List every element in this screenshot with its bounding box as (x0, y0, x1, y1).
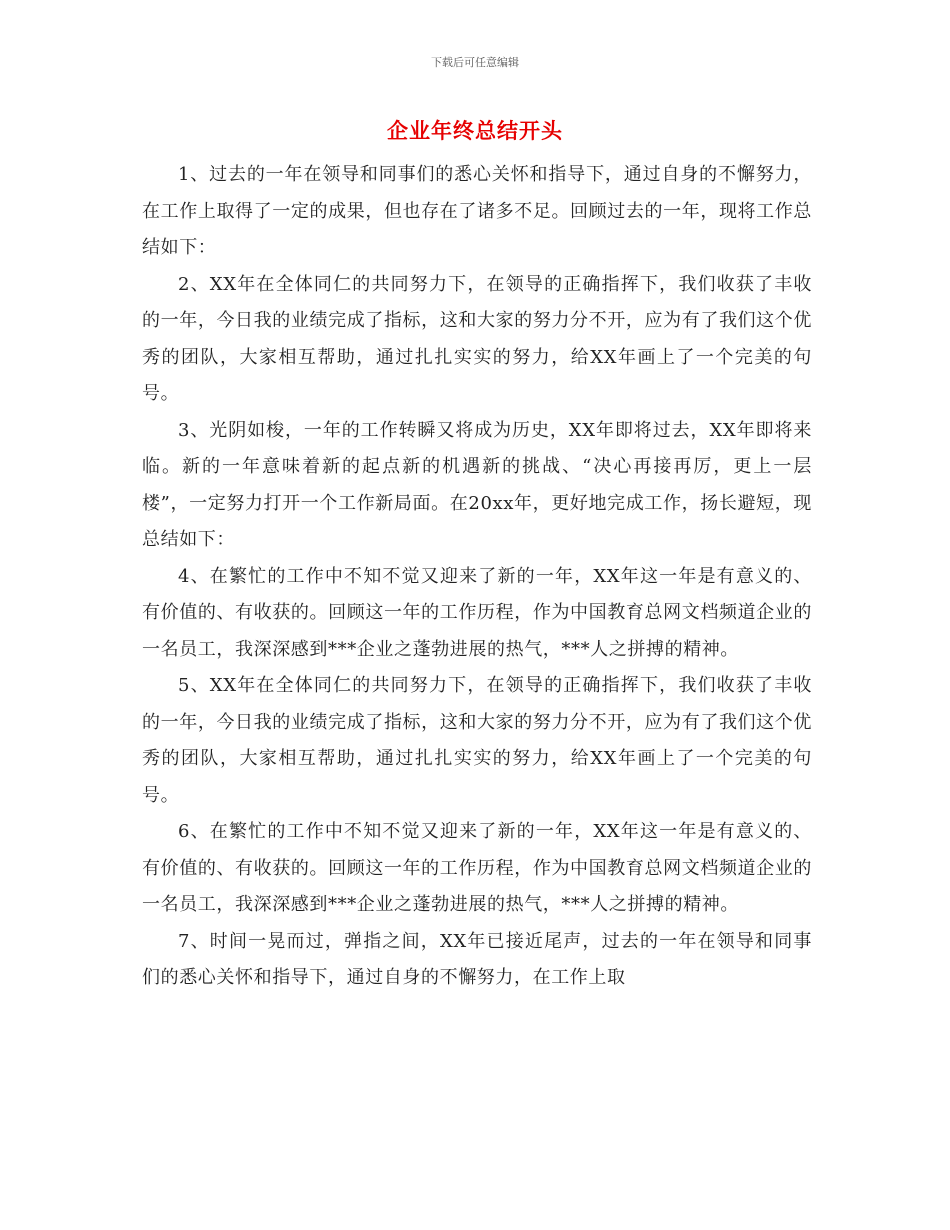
paragraph-1: 1、过去的一年在领导和同事们的悉心关怀和指导下，通过自身的不懈努力，在工作上取得了一定的成果，但也存在了诸多不足。回顾过去的一年，现将工作总结如下： (142, 164, 812, 258)
paragraph-2: 2、XX年在全体同仁的共同努力下，在领导的正确指挥下，我们收获了丰收的一年，今日我的业绩完成了指标，这和大家的努力分不开，应为有了我们这个优秀的团队，大家相互帮助，通过扎扎实实的努力，给XX年画上了一个完美的句号。 (142, 273, 812, 404)
paragraph-3: 3、光阴如梭，一年的工作转瞬又将成为历史，XX年即将过去，XX年即将来临。新的一年意味着新的起点新的机遇新的挑战、“决心再接再厉，更上一层楼”，一定努力打开一个工作新局面。在20xx年，更好地完成工作，扬长避短，现总结如下： (142, 419, 812, 550)
document-title: 企业年终总结开头 (387, 118, 563, 143)
document-body (142, 157, 812, 997)
paragraph-4: 4、在繁忙的工作中不知不觉又迎来了新的一年，XX年这一年是有意义的、有价值的、有收获的。回顾这一年的工作历程，作为中国教育总网文档频道企业的一名员工，我深深感到***企业之蓬勃进展的热气，***人之拼搏的精神。 (142, 565, 812, 660)
paragraph-5: 5、XX年在全体同仁的共同努力下，在领导的正确指挥下，我们收获了丰收的一年，今日我的业绩完成了指标，这和大家的努力分不开，应为有了我们这个优秀的团队，大家相互帮助，通过扎扎实实的努力，给XX年画上了一个完美的句号。 (142, 675, 812, 806)
header-note: 下载后可任意编辑 (431, 56, 519, 69)
paragraph-6: 6、在繁忙的工作中不知不觉又迎来了新的一年，XX年这一年是有意义的、有价值的、有收获的。回顾这一年的工作历程，作为中国教育总网文档频道企业的一名员工，我深深感到***企业之蓬勃进展的热气，***人之拼搏的精神。 (142, 821, 812, 915)
paragraph-7: 7、时间一晃而过，弹指之间，XX年已接近尾声，过去的一年在领导和同事们的悉心关怀和指导下，通过自身的不懈努力，在工作上取 (142, 930, 812, 988)
